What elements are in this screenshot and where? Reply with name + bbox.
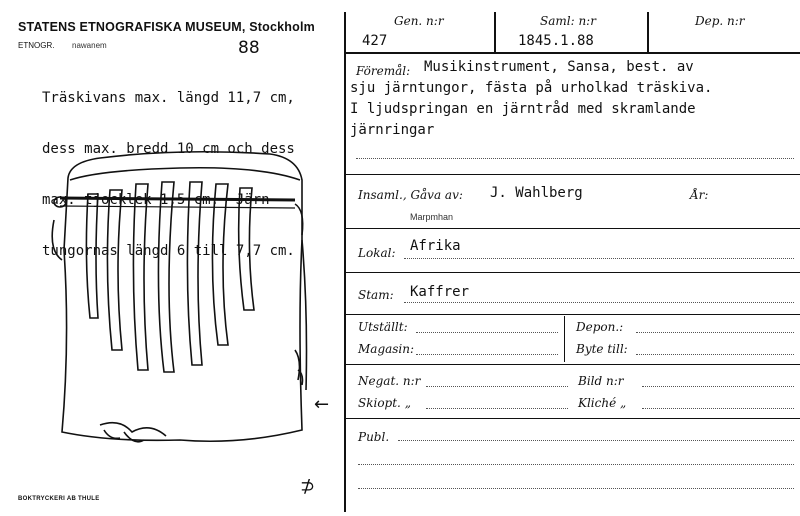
rule-insaml [344,228,800,229]
insaml-value: J. Wahlberg [490,185,583,201]
col-divider-2 [647,12,649,54]
handwritten-number: 88 [238,38,260,58]
lokal-dotline [404,258,794,259]
utstallt-dotline [416,332,558,333]
foremal-dotline [356,158,794,159]
insaml-label: Insaml., Gåva av: [358,188,463,202]
col-divider-1 [494,12,496,54]
stam-label: Stam: [358,288,394,302]
etnogr-label: ETNOGR. [18,41,55,50]
description-line: dess max. bredd 10 cm och dess [42,141,295,157]
stam-value: Kaffrer [410,284,470,300]
arrow-icon: ← [314,394,330,415]
dep-label: Dep. n:r [695,14,745,28]
ar-label: År: [690,188,709,202]
publ-dotline-1 [398,440,794,441]
stam-dotline [404,302,794,303]
form-header-rule [344,52,800,54]
magasin-label: Magasin: [358,342,415,356]
byte-label: Byte till: [576,342,628,356]
bild-label: Bild n:r [578,374,624,388]
insaml-stamp: Marpmhan [410,212,454,222]
rule-lokal [344,272,800,273]
printer-imprint: BOKTRYCKERI AB THULE [18,496,100,502]
negat-dotline [426,386,568,387]
cliche-label: Kliché „ [578,396,627,410]
etnogr-stamp: nawanem [72,41,107,50]
bild-dotline [642,386,794,387]
sansa-drawing [40,140,320,460]
lokal-label: Lokal: [358,246,396,260]
publ-dotline-2 [358,464,794,465]
saml-value: 1845.1.88 [518,33,594,49]
saml-label: Saml: n:r [540,14,596,28]
byte-dotline [636,354,794,355]
description-line: Träskivans max. längd 11,7 cm, [42,90,295,106]
foremal-line: Musikinstrument, Sansa, best. av [424,59,694,75]
lokal-value: Afrika [410,238,461,254]
skiopt-label: Skiopt. „ [358,396,411,410]
form-left-border [344,12,346,512]
skiopt-dotline [426,408,568,409]
negat-label: Negat. n:r [358,374,421,388]
publ-dotline-3 [358,488,794,489]
museum-header: STATENS ETNOGRAFISKA MUSEUM, Stockholm [18,20,315,34]
description-line: tungornas längd 6 till 7,7 cm. [42,243,295,259]
mark-icon: ⊅ [300,476,316,497]
publ-label: Publ. [358,430,390,444]
rule-negat [344,418,800,419]
foremal-line: järnringar [350,122,435,138]
rule-utstallt [344,364,800,365]
magasin-dotline [416,354,558,355]
rule-stam [344,314,800,315]
gen-label: Gen. n:r [394,14,444,28]
foremal-line: I ljudspringan en järntråd med skramlande [350,101,696,117]
utstallt-label: Utställt: [358,320,408,334]
description-line: max. tjocklek 1,5 cm. Järn- [42,192,279,208]
rule-foremal [344,174,800,175]
depon-label: Depon.: [576,320,624,334]
depon-dotline [636,332,794,333]
gen-value: 427 [362,33,388,49]
foremal-line: sju järntungor, fästa på urholkad träskiva. [350,80,713,96]
foremal-label: Föremål: [356,64,411,78]
mid-divider-1 [564,316,565,362]
cliche-dotline [642,408,794,409]
